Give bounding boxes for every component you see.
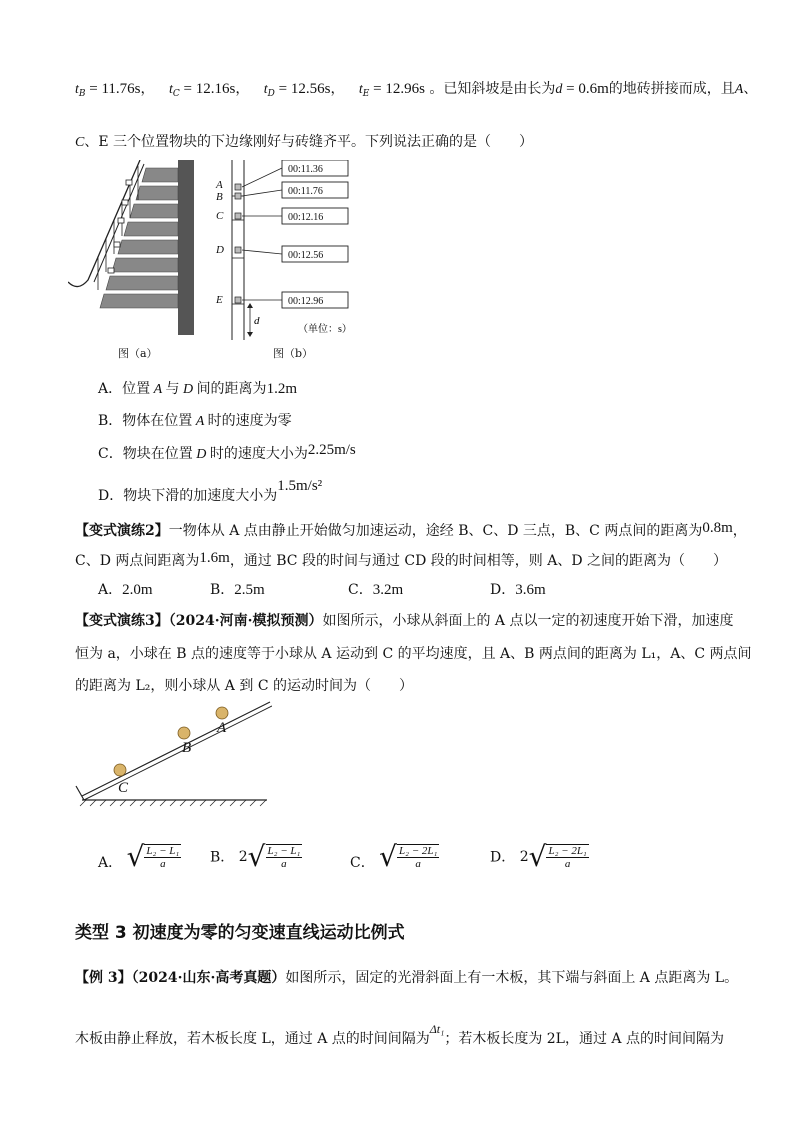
point-label-e: E bbox=[216, 294, 223, 306]
time-c: 12.16s bbox=[195, 81, 236, 97]
incline-label-b: B bbox=[182, 740, 192, 756]
example3-tag: 【例 3】 bbox=[75, 970, 132, 986]
variant3-option-b: B． 2 √ $\frac{\text{L₂ − L₁}}{a}$ bbox=[210, 840, 301, 873]
line1-mid: 。已知斜坡是由长为 bbox=[429, 81, 556, 97]
point-label-a: A bbox=[216, 179, 223, 191]
figure-incline bbox=[72, 700, 272, 810]
variant3-option-a: A． √ $\frac{\text{L₂ − L₁}}{a}$ bbox=[98, 840, 180, 873]
figure-b-timeline bbox=[212, 160, 372, 340]
variant2-tag: 【变式演练2】 bbox=[75, 523, 169, 539]
sqrt-d: 2 √ $\frac{\text{L₂ − 2L₁}}{a}$ bbox=[519, 840, 587, 873]
variant2-line1: 【变式演练2】一物体从 A 点由静止开始做匀加速运动，途经 B、C、D 三点，B、C 两点间的距离为0.8m， bbox=[75, 520, 747, 539]
variant3-line2: 恒为 a，小球在 B 点的速度等于小球从 A 运动到 C 的平均速度，且 A、B 两点间的距离为 L₁，A、C 两点间 bbox=[75, 646, 752, 662]
time-box-c: 00:12.16 bbox=[288, 212, 324, 223]
d-value: 0.6m bbox=[578, 81, 609, 97]
caption-b: 图（b） bbox=[273, 347, 314, 360]
q1-option-a: A．位置 A 与 D 间的距离为1.2m bbox=[98, 381, 297, 397]
example3-line2: 木板由静止释放，若木板长度 L，通过 A 点的时间间隔为Δt₁；若木板长度为 2L，通过 A 点的时间间隔为 bbox=[75, 1022, 724, 1047]
time-b: 11.76s bbox=[101, 81, 141, 97]
figure-a-staircase bbox=[68, 160, 198, 345]
ball-a bbox=[216, 707, 228, 719]
incline-label-c: C bbox=[118, 780, 129, 796]
delta-t1: Δt₁ bbox=[429, 1022, 445, 1036]
sqrt-c: √ $\frac{\text{L₂ − 2L₁}}{a}$ bbox=[379, 840, 438, 873]
sqrt-b: 2 √ $\frac{\text{L₂ − L₁}}{a}$ bbox=[238, 840, 301, 873]
variant3-option-c: C． √ $\frac{\text{L₂ − 2L₁}}{a}$ bbox=[350, 840, 438, 873]
variant2-option-a: A．2.0m bbox=[98, 582, 153, 598]
variant3-source: （2024·河南·模拟预测） bbox=[168, 613, 323, 629]
point-label-b: B bbox=[216, 191, 223, 203]
time-e: 12.96s bbox=[385, 81, 425, 97]
example3-line1: 【例 3】（2024·山东·高考真题）如图所示，固定的光滑斜面上有一木板，其下端与斜面上 A 点距离为 L。 bbox=[75, 970, 739, 986]
point-label-c: C bbox=[216, 210, 224, 222]
variant2-line2: C、D 两点间距离为1.6m，通过 BC 段的时间与通过 CD 段的时间相等，则 A、D 之间的距离为（ ） bbox=[75, 550, 728, 569]
time-box-b: 00:11.76 bbox=[288, 186, 323, 197]
point-label-d: D bbox=[216, 244, 224, 256]
q1-option-d: D．物块下滑的加速度大小为1.5m/s² bbox=[98, 478, 323, 504]
q1-option-c: C．物块在位置 D 时的速度大小为2.25m/s bbox=[98, 442, 356, 462]
time-box-d: 00:12.56 bbox=[288, 250, 324, 261]
unit-label: （单位：s） bbox=[298, 324, 352, 335]
ball-b bbox=[178, 727, 190, 739]
time-box-a: 00:11.36 bbox=[288, 164, 323, 175]
variant3-line1: 【变式演练3】（2024·河南·模拟预测）如图所示，小球从斜面上的 A 点以一定的初速度开始下滑，加速度 bbox=[75, 613, 734, 629]
top-line-1: $t_B = 11.76s$， $t_C = 12.16s$， $t_D = 12.56s$， $t_E = 12.96s$ 。已知斜坡是由长为d = 0.6m的地砖拼接而成，且A、 bbox=[75, 81, 758, 99]
ball-c bbox=[114, 764, 126, 776]
line1-end: 的地砖拼接而成，且 bbox=[608, 81, 735, 97]
top-line-2: C、E 三个位置物块的下边缘刚好与砖缝齐平。下列说法正确的是（ ） bbox=[75, 134, 534, 150]
variant3-option-d: D． 2 √ $\frac{\text{L₂ − 2L₁}}{a}$ bbox=[490, 840, 587, 873]
variant2-option-d: D．3.6m bbox=[490, 582, 546, 598]
example3-source: （2024·山东·高考真题） bbox=[131, 970, 286, 986]
time-d: 12.56s bbox=[290, 81, 331, 97]
d-label: d bbox=[254, 315, 260, 327]
q1-option-b: B．物体在位置 A 时的速度为零 bbox=[98, 413, 292, 429]
variant3-tag: 【变式演练3】 bbox=[75, 613, 169, 629]
incline-label-a: A bbox=[217, 720, 227, 736]
time-box-e: 00:12.96 bbox=[288, 296, 324, 307]
caption-a: 图（a） bbox=[118, 347, 158, 360]
section-heading-type3: 类型 3 初速度为零的匀变速直线运动比例式 bbox=[75, 923, 405, 943]
variant2-option-b: B．2.5m bbox=[210, 582, 265, 598]
variant2-option-c: C．3.2m bbox=[348, 582, 404, 598]
variant3-line3: 的距离为 L₂，则小球从 A 到 C 的运动时间为（ ） bbox=[75, 678, 413, 694]
sqrt-a: √ $\frac{\text{L₂ − L₁}}{a}$ bbox=[126, 840, 180, 873]
